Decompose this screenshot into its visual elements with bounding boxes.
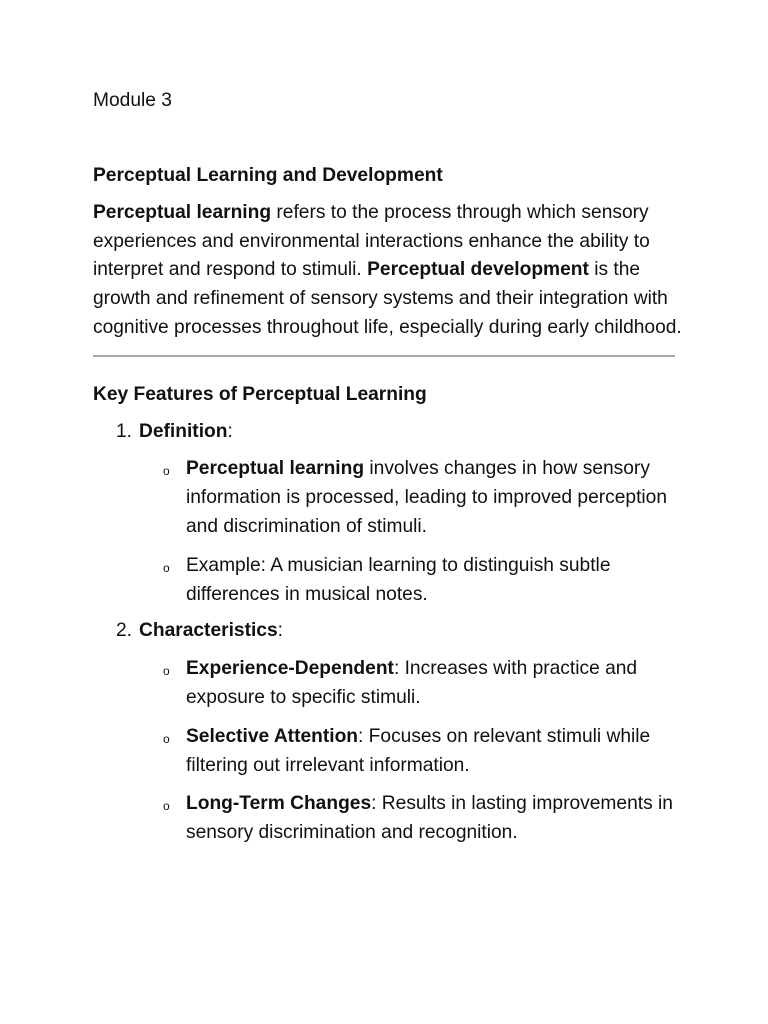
circle-bullet-icon: o (163, 464, 170, 479)
section-title: Perceptual Learning and Development (93, 165, 443, 186)
list-number: 1. (116, 420, 133, 442)
list-number: 2. (116, 620, 133, 642)
feature-list (93, 418, 683, 848)
module-label: Module 3 (93, 90, 172, 111)
intro-text-2: is the growth and refinement of sensory systems and their integration with cognitive processes throughout life, especially during early childhood. (93, 259, 682, 338)
sub-list (139, 655, 683, 848)
circle-bullet-icon: o (163, 731, 170, 746)
sub-list-item (139, 723, 684, 781)
title-colon: : (227, 420, 233, 442)
sub-list-item (139, 655, 684, 713)
sub-list-item (139, 552, 684, 610)
sub-item-term: Long-Term Changes (186, 793, 372, 815)
intro-text-1: refers to the process through which sensory experiences and environmental interactions enhance the ability to interpret and respond to stimuli. (93, 201, 650, 281)
intro-paragraph (93, 199, 683, 343)
list-item-title: Characteristics (139, 620, 278, 642)
circle-bullet-icon: o (163, 560, 170, 575)
term-perceptual-development: Perceptual development (367, 259, 589, 281)
title-colon: : (277, 620, 283, 642)
sub-item-term: Selective Attention (186, 725, 359, 747)
circle-bullet-icon: o (163, 799, 170, 814)
sub-item-text: : Focuses on relevant stimuli while filtering out irrelevant information. (186, 725, 651, 776)
document-body (93, 86, 683, 848)
sub-list-item (139, 790, 684, 848)
circle-bullet-icon: o (163, 664, 170, 679)
sub-list (139, 455, 683, 609)
term-perceptual-learning: Perceptual learning (93, 201, 272, 223)
sub-list-item (139, 455, 684, 541)
sub-item-text: involves changes in how sensory information is processed, leading to improved perception and discrimination of stimuli. (186, 458, 668, 537)
list-item-characteristics (93, 617, 683, 848)
sub-item-term: Experience-Dependent (186, 658, 394, 680)
horizontal-divider (93, 355, 675, 357)
sub-item-term: Perceptual learning (186, 458, 365, 480)
sub-item-text: : Increases with practice and exposure to specific stimuli. (186, 658, 638, 708)
sub-item-text: : Results in lasting improvements in sensory discrimination and recognition. (186, 793, 673, 844)
key-features-title: Key Features of Perceptual Learning (93, 383, 427, 405)
sub-item-text: Example: A musician learning to distinguish subtle differences in musical notes. (186, 554, 611, 605)
list-item-definition (93, 418, 683, 610)
list-item-title: Definition (139, 420, 228, 442)
